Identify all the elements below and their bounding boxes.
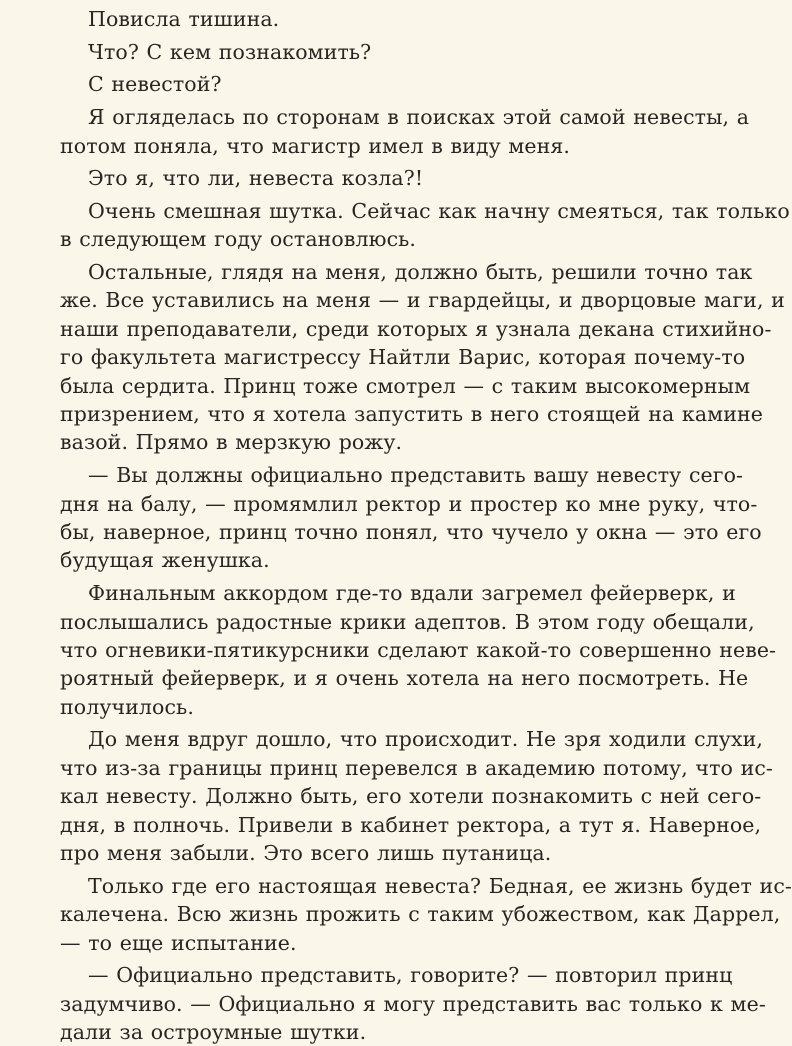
- text-line: Финальным аккордом где-то вдали загремел фейерверк, и: [88, 581, 736, 606]
- text-line: До меня вдруг дошло, что происходит. Не зря ходили слухи,: [88, 727, 764, 752]
- text-line: калечена. Всю жизнь прожить с таким убожеством, как Даррел,: [60, 902, 781, 927]
- paragraph-1: [32, 5, 674, 33]
- text-line: дали за остроумные шутки.: [60, 1020, 367, 1045]
- paragraph-2: [32, 38, 674, 66]
- text-line: го факультета магистрессу Найтли Варис, которая почему-то: [60, 345, 746, 370]
- text-line: Что? С кем познакомить?: [88, 39, 372, 64]
- text-line: С невестой?: [88, 72, 222, 97]
- text-line: дня, в полночь. Привели в кабинет ректора, а тут я. Наверное,: [60, 812, 762, 837]
- text-line: же. Все уставились на меня — и гвардейцы, и дворцовые маги, и: [60, 288, 785, 313]
- text-line: Остальные, глядя на меня, должно быть, решили точно так: [88, 260, 753, 285]
- paragraph-6: [32, 197, 790, 254]
- text-line: призрением, что я хотела запустить в него стоящей на камине: [60, 402, 763, 427]
- paragraph-3: [32, 70, 674, 98]
- text-line: получилось.: [60, 694, 194, 719]
- text-line: будущая женушка.: [60, 548, 270, 573]
- text-line: — то еще испытание.: [60, 930, 297, 955]
- paragraph-11: [32, 872, 792, 957]
- text-line: была сердита. Принц тоже смотрел — с таким высокомерным: [60, 373, 751, 398]
- paragraph-9: [32, 579, 777, 721]
- text-line: что из-за границы принц перевелся в академию потому, что ис-: [60, 755, 773, 780]
- paragraph-5: [32, 164, 674, 192]
- paragraph-7: [32, 258, 785, 457]
- text-line: потом поняла, что магистр имел в виду меня.: [60, 133, 571, 158]
- text-line: послышались радостные крики адептов. В этом году обещали,: [60, 609, 755, 634]
- text-line: в следующем году остановлюсь.: [60, 227, 417, 252]
- text-line: про меня забыли. Это всего лишь путаница.: [60, 841, 552, 866]
- paragraph-10: [32, 725, 773, 867]
- text-line: — Вы должны официально представить вашу невесту сего-: [88, 463, 744, 488]
- text-line: задумчиво. — Официально я могу представить вас только к ме-: [60, 991, 766, 1016]
- text-line: дня на балу, — промямлил ректор и простер ко мне руку, что-: [60, 491, 758, 516]
- text-line: Это я, что ли, невеста козла?!: [88, 166, 424, 191]
- paragraph-4: [32, 103, 750, 160]
- paragraph-12: [32, 961, 766, 1046]
- text-line: бы, наверное, принц точно понял, что чучело у окна — это его: [60, 519, 762, 544]
- text-line: кал невесту. Должно быть, его хотели познакомить с ней сего-: [60, 784, 762, 809]
- text-line: Только где его настоящая невеста? Бедная, ее жизнь будет ис-: [88, 873, 792, 898]
- paragraph-8: [32, 461, 762, 575]
- text-line: вазой. Прямо в мерзкую рожу.: [60, 430, 403, 455]
- text-line: Повисла тишина.: [88, 7, 280, 31]
- text-line: Очень смешная шутка. Сейчас как начну смеяться, так только: [88, 198, 790, 223]
- text-line: наши преподаватели, среди которых я узнала декана стихийно-: [60, 316, 772, 341]
- text-line: Я огляделась по сторонам в поисках этой самой невесты, а: [88, 105, 750, 130]
- text-line: — Официально представить, говорите? — повторил принц: [88, 963, 733, 988]
- text-line: роятный фейерверк, и я очень хотела на него посмотреть. Не: [60, 666, 749, 691]
- text-line: что огневики-пятикурсники сделают какой-то совершенно неве-: [60, 637, 777, 662]
